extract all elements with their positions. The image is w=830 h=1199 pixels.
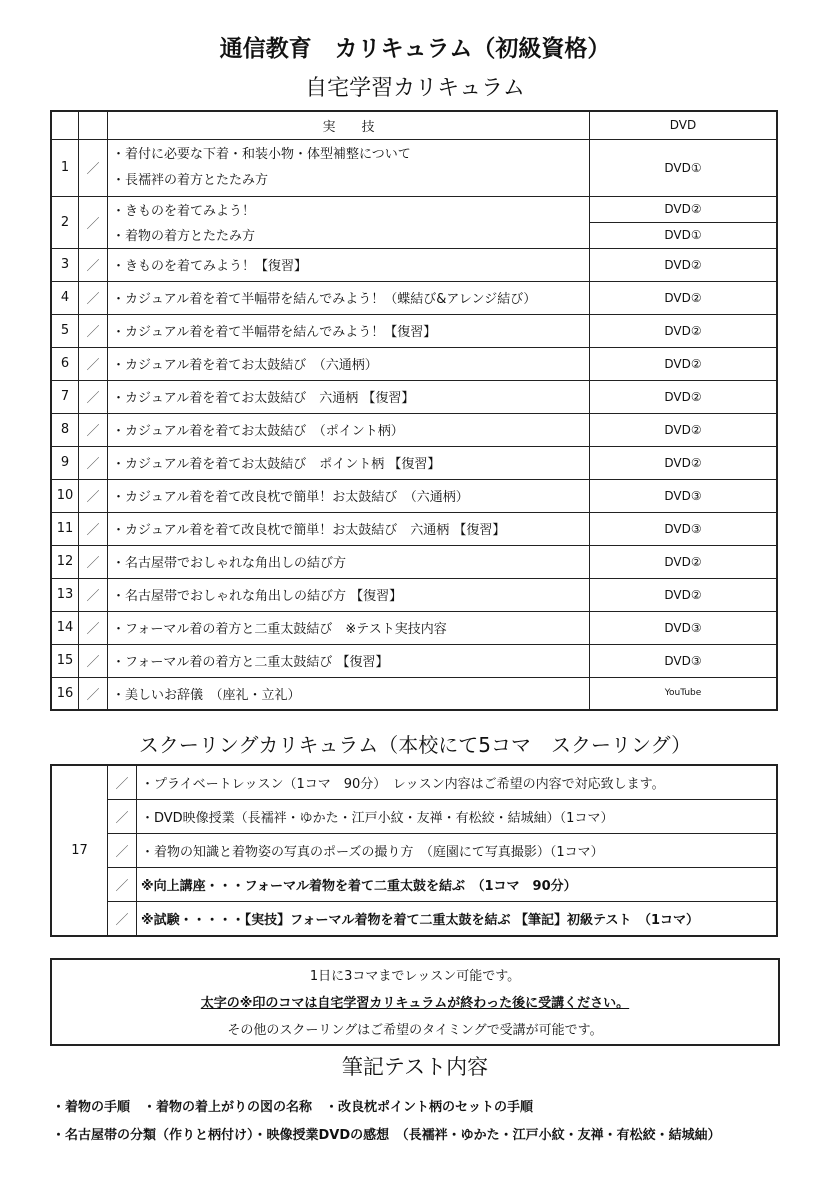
check-mark[interactable]: ／ bbox=[79, 512, 108, 545]
schooling-item: ・着物の知識と着物姿の写真のポーズの撮り方 （庭園にて写真撮影）（1コマ） bbox=[137, 834, 778, 868]
row-line: ・着付に必要な下着・和装小物・体型補整について bbox=[112, 146, 411, 162]
check-mark[interactable]: ／ bbox=[108, 902, 137, 937]
home-section-title: 自宅学習カリキュラム bbox=[305, 76, 525, 101]
row-content: ・きものを着てみよう！【復習】 bbox=[108, 248, 590, 281]
dvd-label: DVD② bbox=[590, 314, 778, 347]
table-row-cont bbox=[51, 222, 777, 248]
row-line: ・きものを着てみよう！ bbox=[108, 196, 590, 222]
row-number: 16 bbox=[51, 677, 79, 710]
table-row bbox=[51, 677, 777, 710]
row-content: ・美しいお辞儀 （座礼・立礼） bbox=[108, 677, 590, 710]
table-row bbox=[51, 512, 777, 545]
dvd-label: DVD② bbox=[590, 413, 778, 446]
schooling-item-bold: ※試験・・・・・【実技】フォーマル着物を着て二重太鼓を結ぶ 【筆記】初級テスト （1コマ） bbox=[137, 902, 778, 937]
table-row bbox=[51, 545, 777, 578]
dvd-label: DVD② bbox=[590, 446, 778, 479]
table-row bbox=[51, 765, 777, 800]
dvd-label: DVD② bbox=[590, 248, 778, 281]
dvd-label: DVD② bbox=[590, 380, 778, 413]
dvd-label: DVD② bbox=[590, 281, 778, 314]
written-test-list bbox=[52, 1094, 721, 1150]
row-number: 8 bbox=[51, 413, 79, 446]
header-dvd: DVD bbox=[590, 111, 778, 139]
schooling-table bbox=[50, 764, 778, 937]
schooling-item-bold: ※向上講座・・・フォーマル着物を着て二重太鼓を結ぶ （1コマ 90分） bbox=[137, 868, 778, 902]
row-line: ・着物の着方とたたみ方 bbox=[108, 222, 590, 248]
check-mark[interactable]: ／ bbox=[79, 413, 108, 446]
notice-line: その他のスクーリングはご希望のタイミングで受講が可能です。 bbox=[227, 1023, 603, 1038]
youtube-label: YouTube bbox=[590, 677, 778, 710]
row-line: ・長襦袢の着方とたたみ方 bbox=[112, 172, 269, 188]
dvd-label: DVD③ bbox=[590, 611, 778, 644]
table-row bbox=[51, 281, 777, 314]
table-row bbox=[51, 479, 777, 512]
row-content: ・名古屋帯でおしゃれな角出しの結び方 bbox=[108, 545, 590, 578]
dvd-label: DVD① bbox=[590, 222, 778, 248]
row-content: ・カジュアル着を着てお太鼓結び 六通柄 【復習】 bbox=[108, 380, 590, 413]
header-check-cell bbox=[79, 111, 108, 139]
row-content bbox=[108, 139, 590, 196]
row-number: 15 bbox=[51, 644, 79, 677]
dvd-label: DVD② bbox=[590, 196, 778, 222]
header-num-cell bbox=[51, 111, 79, 139]
row-number: 9 bbox=[51, 446, 79, 479]
dvd-label: DVD② bbox=[590, 545, 778, 578]
row-content: ・カジュアル着を着て改良枕で簡単！お太鼓結び （六通柄） bbox=[108, 479, 590, 512]
schooling-item: ・プライベートレッスン（1コマ 90分） レッスン内容はご希望の内容で対応致します。 bbox=[137, 765, 778, 800]
check-mark[interactable]: ／ bbox=[108, 834, 137, 868]
table-row bbox=[51, 644, 777, 677]
table-row bbox=[51, 578, 777, 611]
table-row bbox=[51, 196, 777, 222]
row-content: ・フォーマル着の着方と二重太鼓結び ※テスト実技内容 bbox=[108, 611, 590, 644]
header-content: 実 技 bbox=[108, 111, 590, 139]
check-mark[interactable]: ／ bbox=[79, 196, 108, 248]
check-mark[interactable]: ／ bbox=[79, 644, 108, 677]
check-mark[interactable]: ／ bbox=[79, 545, 108, 578]
written-test-item: ・着物の手順 ・着物の着上がりの図の名称 ・改良枕ポイント柄のセットの手順 bbox=[52, 1100, 534, 1115]
check-mark[interactable]: ／ bbox=[79, 677, 108, 710]
table-row bbox=[51, 347, 777, 380]
schooling-number: 17 bbox=[51, 765, 108, 936]
check-mark[interactable]: ／ bbox=[79, 248, 108, 281]
check-mark[interactable]: ／ bbox=[108, 800, 137, 834]
row-number: 13 bbox=[51, 578, 79, 611]
row-content: ・フォーマル着の着方と二重太鼓結び 【復習】 bbox=[108, 644, 590, 677]
table-row bbox=[51, 868, 777, 902]
check-mark[interactable]: ／ bbox=[79, 380, 108, 413]
check-mark[interactable]: ／ bbox=[79, 139, 108, 196]
notice-line: 1日に3コマまでレッスン可能です。 bbox=[309, 969, 521, 984]
table-row bbox=[51, 380, 777, 413]
table-row bbox=[51, 834, 777, 868]
row-content: ・カジュアル着を着て半幅帯を結んでみよう！（蝶結び&アレンジ結び） bbox=[108, 281, 590, 314]
row-number: 7 bbox=[51, 380, 79, 413]
table-row bbox=[51, 611, 777, 644]
row-number: 12 bbox=[51, 545, 79, 578]
dvd-label: DVD③ bbox=[590, 512, 778, 545]
table-row bbox=[51, 446, 777, 479]
row-number: 2 bbox=[51, 196, 79, 248]
notice-line-bold: 太字の※印のコマは自宅学習カリキュラムが終わった後に受講ください。 bbox=[200, 996, 630, 1011]
table-row bbox=[51, 248, 777, 281]
table-row bbox=[51, 139, 777, 196]
check-mark[interactable]: ／ bbox=[108, 765, 137, 800]
dvd-label: DVD② bbox=[590, 578, 778, 611]
schooling-item: ・DVD映像授業（長襦袢・ゆかた・江戸小紋・友禅・有松絞・結城紬）（1コマ） bbox=[137, 800, 778, 834]
table-row bbox=[51, 314, 777, 347]
check-mark[interactable]: ／ bbox=[79, 281, 108, 314]
check-mark[interactable]: ／ bbox=[79, 611, 108, 644]
check-mark[interactable]: ／ bbox=[79, 347, 108, 380]
row-content: ・カジュアル着を着てお太鼓結び （六通柄） bbox=[108, 347, 590, 380]
table-row bbox=[51, 902, 777, 937]
home-curriculum-table bbox=[50, 110, 778, 711]
row-number: 1 bbox=[51, 139, 79, 196]
row-number: 6 bbox=[51, 347, 79, 380]
row-number: 3 bbox=[51, 248, 79, 281]
row-content: ・カジュアル着を着てお太鼓結び ポイント柄 【復習】 bbox=[108, 446, 590, 479]
row-number: 4 bbox=[51, 281, 79, 314]
table-row bbox=[51, 800, 777, 834]
row-number: 10 bbox=[51, 479, 79, 512]
notice-box bbox=[50, 958, 780, 1046]
check-mark[interactable]: ／ bbox=[108, 868, 137, 902]
schooling-section-title: スクーリングカリキュラム（本校にて5コマ スクーリング） bbox=[138, 733, 692, 757]
check-mark[interactable]: ／ bbox=[79, 314, 108, 347]
dvd-label: DVD③ bbox=[590, 644, 778, 677]
row-content: ・カジュアル着を着て改良枕で簡単！お太鼓結び 六通柄 【復習】 bbox=[108, 512, 590, 545]
row-number: 11 bbox=[51, 512, 79, 545]
check-mark[interactable]: ／ bbox=[79, 446, 108, 479]
written-test-item: ・名古屋帯の分類（作りと柄付け）・映像授業DVDの感想 （長襦袢・ゆかた・江戸小紋・友禅・有松絞・結城紬） bbox=[52, 1128, 721, 1143]
row-number: 5 bbox=[51, 314, 79, 347]
row-content: ・カジュアル着を着てお太鼓結び （ポイント柄） bbox=[108, 413, 590, 446]
dvd-label: DVD② bbox=[590, 347, 778, 380]
row-number: 14 bbox=[51, 611, 79, 644]
check-mark[interactable]: ／ bbox=[79, 578, 108, 611]
table-header-row bbox=[51, 111, 777, 139]
dvd-label: DVD① bbox=[590, 139, 778, 196]
row-content: ・カジュアル着を着て半幅帯を結んでみよう！【復習】 bbox=[108, 314, 590, 347]
row-content: ・名古屋帯でおしゃれな角出しの結び方 【復習】 bbox=[108, 578, 590, 611]
check-mark[interactable]: ／ bbox=[79, 479, 108, 512]
page-title: 通信教育 カリキュラム（初級資格） bbox=[219, 36, 611, 62]
table-row bbox=[51, 413, 777, 446]
dvd-label: DVD③ bbox=[590, 479, 778, 512]
written-test-title: 筆記テスト内容 bbox=[341, 1055, 489, 1079]
